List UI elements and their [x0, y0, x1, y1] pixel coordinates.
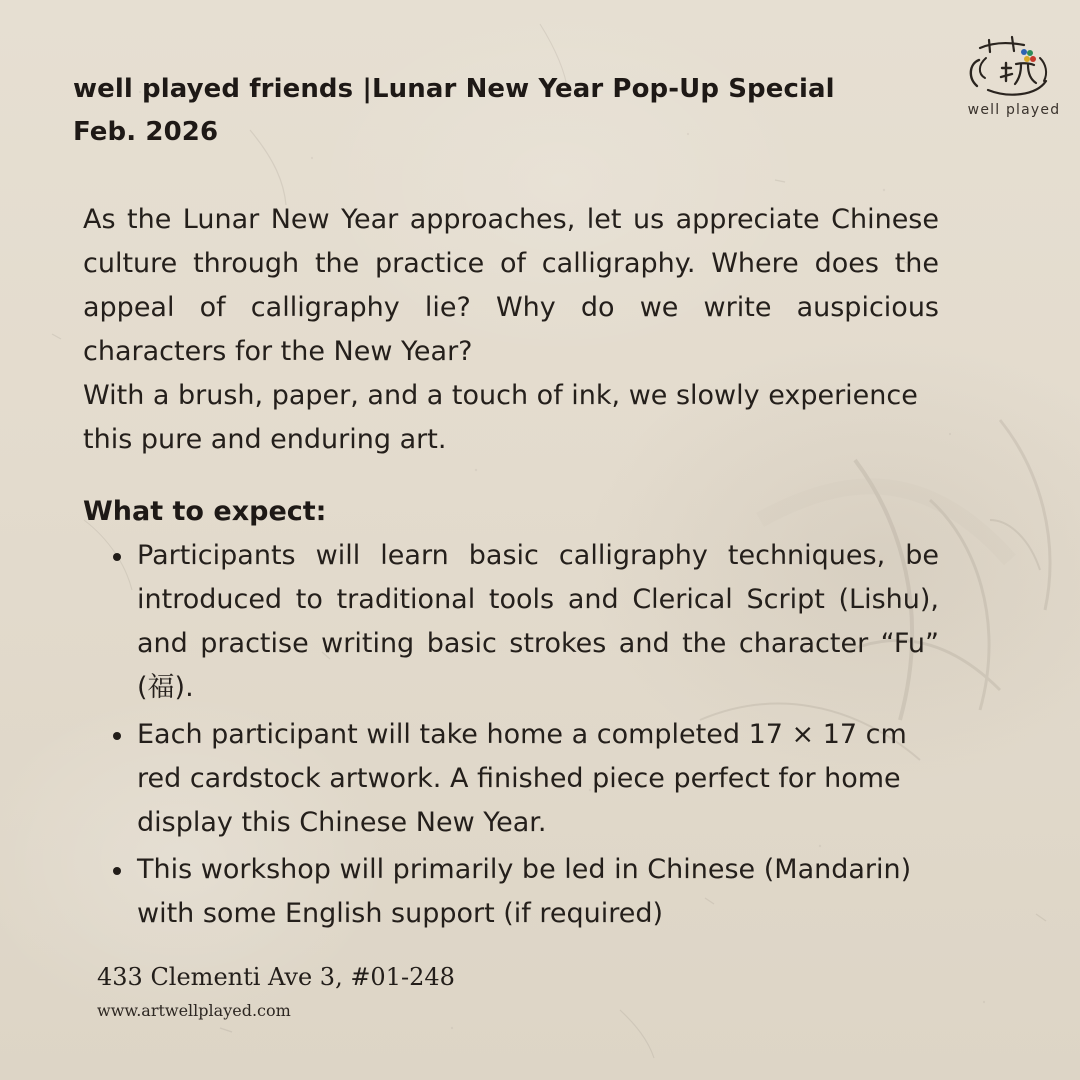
section-title: What to expect:: [83, 496, 327, 527]
expectations-list: [83, 534, 939, 936]
website-link[interactable]: www.artwellplayed.com: [97, 1001, 291, 1020]
list-item-text: This workshop will primarily be led in Chinese (Mandarin) with some English support (if required): [137, 854, 912, 929]
list-item: [83, 848, 939, 936]
list-item-text: Each participant will take home a completed 17 × 17 cm red cardstock artwork. A finished piece perfect for home display this Chinese New Year.: [137, 719, 907, 838]
bullet-icon: [113, 553, 121, 561]
event-date: Feb. 2026: [73, 117, 219, 147]
event-title: well played friends |Lunar New Year Pop-Up Special: [73, 74, 835, 104]
bullet-icon: [113, 732, 121, 740]
brand-logo-text: well played: [967, 102, 1061, 118]
header: [73, 68, 833, 154]
intro-paragraph-1: As the Lunar New Year approaches, let us appreciate Chinese culture through the practice of calligraphy. Where does the appeal of calligraphy lie? Why do we write auspicious characters for the New Year?: [83, 204, 939, 367]
list-item-text: Participants will learn basic calligraphy techniques, be introduced to traditional tools and Clerical Script (Lishu), and practise writing basic strokes and the character “Fu” (福).: [137, 540, 939, 703]
list-item: [83, 534, 939, 710]
list-item: [83, 713, 939, 845]
footer: [97, 958, 517, 1024]
bullet-icon: [113, 867, 121, 875]
brand-logo: [960, 34, 1068, 126]
calligraphy-brand-icon: [960, 34, 1068, 106]
intro-paragraph-2: With a brush, paper, and a touch of ink, we slowly experience this pure and enduring art.: [83, 380, 918, 455]
main-content: [83, 198, 939, 936]
address-text: 433 Clementi Ave 3, #01-248: [97, 963, 455, 991]
